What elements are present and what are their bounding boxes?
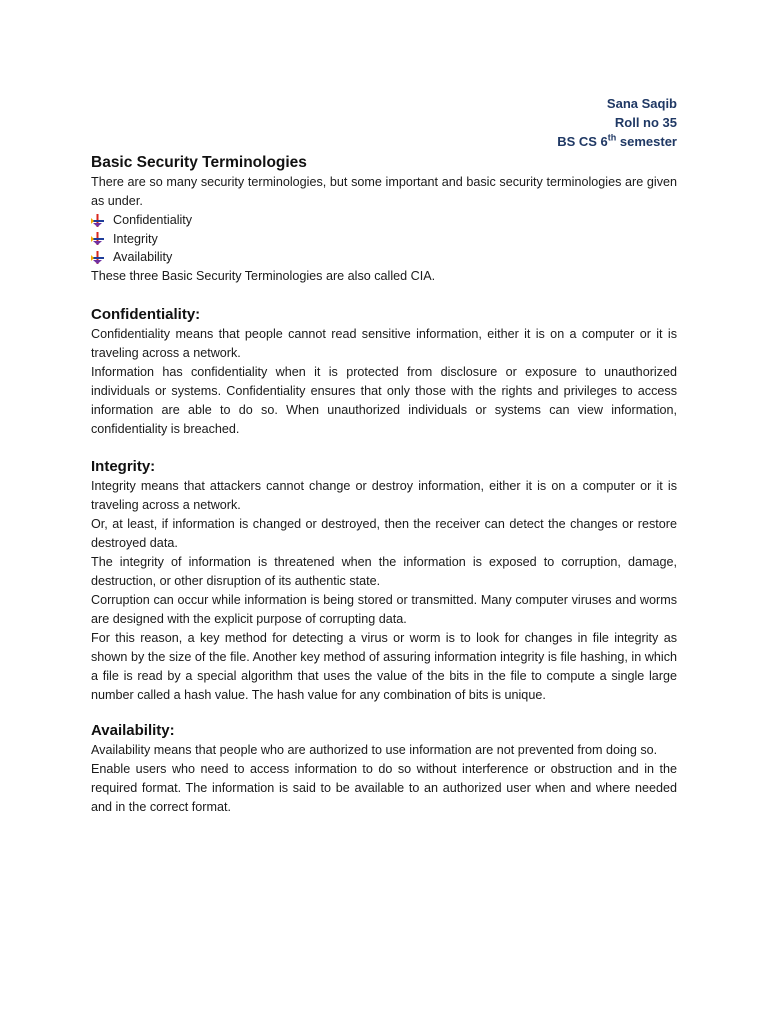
integrity-paragraph-5: For this reason, a key method for detecting a virus or worm is to look for changes in file integrity as shown by the size of the file. Another key method of assuring information integrity is file hashing, in which a file is read by a special algorithm that uses the value of the bits in the file to compute a single large number called a hash value. The hash value for any combination of bits is unique. [91, 630, 677, 702]
availability-paragraph-1: Availability means that people who are authorized to use information are not prevented from doing so. [91, 742, 658, 757]
confidentiality-paragraph-1: Confidentiality means that people cannot read sensitive information, either it is on a computer or it is traveling across a network. [91, 326, 677, 360]
list-item: Confidentiality [91, 211, 677, 230]
integrity-paragraph-1: Integrity means that attackers cannot change or destroy information, either it is on a computer or it is traveling across a network. [91, 478, 677, 512]
integrity-section [91, 457, 677, 705]
availability-paragraph-2: Enable users who need to access information to do so without interference or obstruction and in the required format. The information is said to be available to an authorized user when and where needed and in the correct format. [91, 761, 677, 814]
confidentiality-paragraph-2: Information has confidentiality when it is protected from disclosure or exposure to unauthorized individuals or systems. Confidentiality ensures that only those with the rights and privileges to access information are able to do so. When unauthorized individuals or systems can view information, confidentiality is breached. [91, 364, 677, 436]
cia-note: These three Basic Security Terminologies are also called CIA. [91, 268, 436, 283]
class-semester: BS CS 6th semester [557, 132, 677, 149]
integrity-paragraph-2: Or, at least, if information is changed or destroyed, then the receiver can detect the changes or restore destroyed data. [91, 516, 677, 550]
list-item: Availability [91, 248, 677, 267]
section-heading: Availability: [91, 721, 175, 739]
availability-section [91, 721, 677, 817]
document-title: Basic Security Terminologies [91, 154, 307, 171]
author-name: Sana Saqib [606, 96, 677, 111]
intro-paragraph: There are so many security terminologies, but some important and basic security terminologies are given as under. [91, 175, 677, 208]
section-heading: Confidentiality: [91, 305, 201, 323]
cia-bullet-list [91, 211, 677, 267]
integrity-paragraph-3: The integrity of information is threatened when the information is exposed to corruption, damage, destruction, or other disruption of its authentic state. [91, 554, 677, 588]
document-page [91, 94, 677, 817]
list-item: Integrity [91, 230, 677, 249]
arrow-bullet-icon [91, 232, 104, 245]
author-block [91, 94, 677, 151]
section-heading: Integrity: [91, 457, 156, 475]
integrity-paragraph-4: Corruption can occur while information is being stored or transmitted. Many computer viruses and worms are designed with the explicit purpose of corrupting data. [91, 592, 677, 626]
confidentiality-section [91, 305, 677, 439]
arrow-bullet-icon [91, 214, 104, 227]
arrow-bullet-icon [91, 251, 104, 264]
roll-number: Roll no 35 [614, 115, 677, 130]
